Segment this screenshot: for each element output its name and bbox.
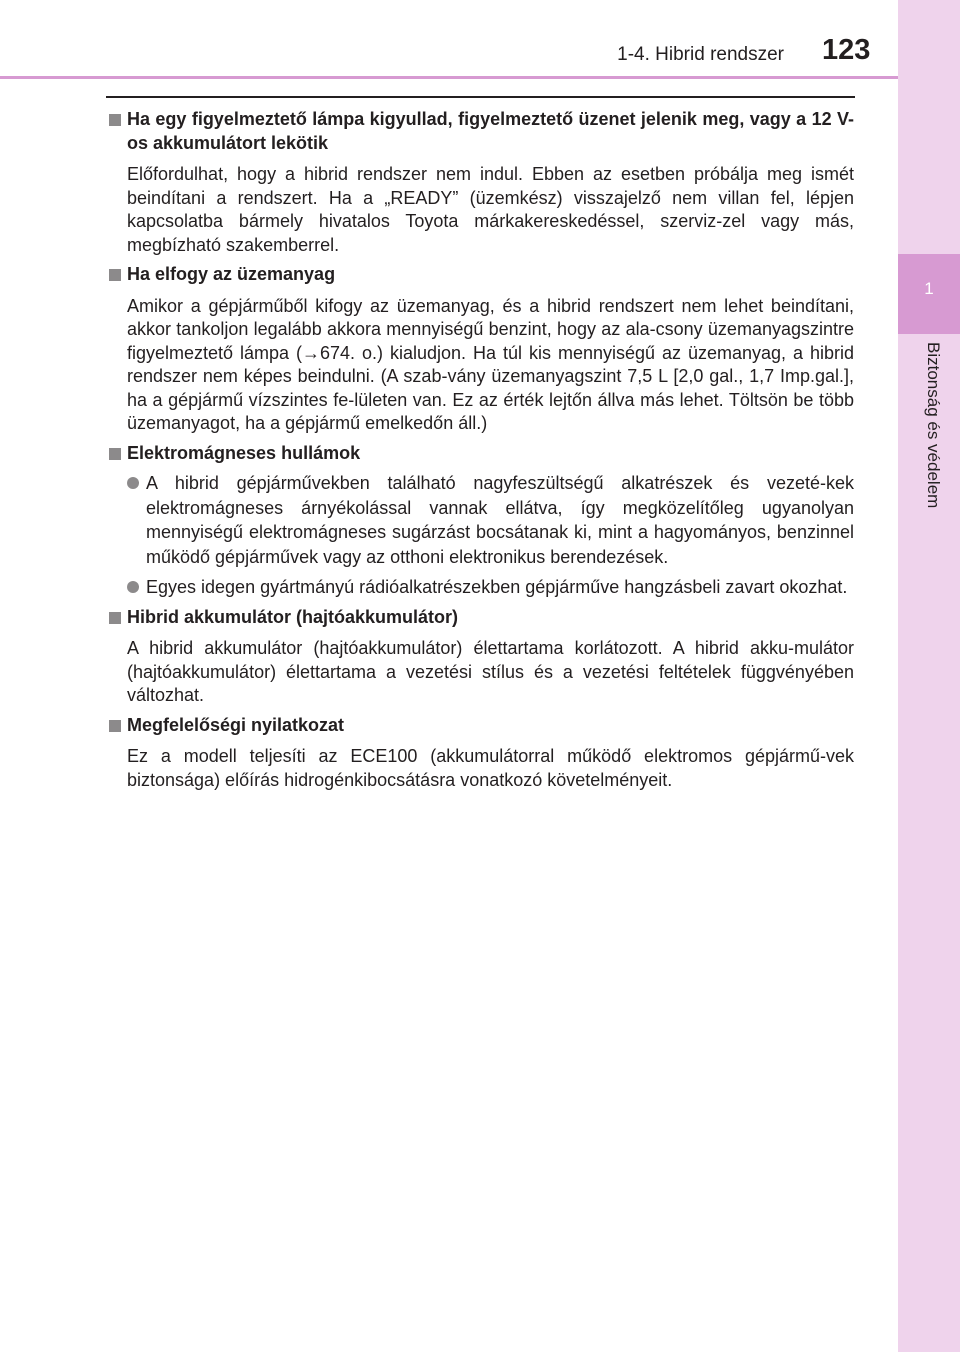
page-content bbox=[106, 108, 854, 798]
square-bullet-icon bbox=[109, 269, 121, 281]
section-heading-text: Ha egy figyelmeztető lámpa kigyullad, figyelmeztető üzenet jelenik meg, vagy a 12 V-os akkumulátort lekötik bbox=[127, 109, 854, 153]
section-paragraph: Előfordulhat, hogy a hibrid rendszer nem indul. Ebben az esetben próbálja meg ismét beindítani a rendszert. Ha a „READY” (üzemkész) visszajelző nem villan fel, lépjen kapcsolatba bármely hivatalos Toyota márkakereskedéssel, szerviz-zel vagy más, megbízható szakemberrel. bbox=[127, 164, 854, 255]
side-band bbox=[898, 0, 960, 1352]
section-heading-text: Megfelelőségi nyilatkozat bbox=[127, 714, 345, 735]
square-bullet-icon bbox=[109, 612, 121, 624]
section-heading-text: Hibrid akkumulátor (hajtóakkumulátor) bbox=[127, 606, 459, 627]
round-bullet-icon bbox=[127, 581, 139, 593]
content-top-rule bbox=[106, 96, 855, 98]
section-electromagnetic-waves bbox=[106, 442, 854, 600]
chapter-title: 1-4. Hibrid rendszer bbox=[617, 44, 784, 65]
section-heading-text: Ha elfogy az üzemanyag bbox=[127, 264, 336, 284]
section-heading bbox=[106, 442, 854, 466]
section-heading bbox=[106, 606, 854, 630]
square-bullet-icon bbox=[109, 448, 121, 460]
section-hybrid-battery bbox=[106, 606, 854, 708]
section-heading bbox=[106, 263, 854, 287]
round-bullet-icon bbox=[127, 477, 139, 489]
list-item bbox=[106, 575, 854, 600]
square-bullet-icon bbox=[109, 720, 121, 732]
section-warning-lamp bbox=[106, 108, 854, 257]
section-paragraph: Amikor a gépjárműből kifogy az üzemanyag, és a hibrid rendszert nem lehet beindítani, akkor tankoljon legalább akkora mennyiségű benzint, hogy az ala-csony üzemanyagszintre figyelmeztető lámpa (→674. o.) kialudjon. Ha túl kis mennyiségű az üzemanyag, a hibrid rendszer nem képes beindulni. (A szab-vány üzemanyagszint 7,5 L [2,0 gal., 1,7 Imp.gal.], ha a gépjármű vízszintes fe-lületen van. Ez az érték lejtőn állva más lehet. Töltsön be több üzemanyagot, ha a gépjármű emelkedőn áll.) bbox=[127, 295, 854, 433]
list-item-text: A hibrid gépjárművekben található nagyfeszültségű alkatrészek és vezeté-kek elektromágneses árnyékolással vannak ellátva, így megközelítőleg ugyanolyan mennyiségű elektromágneses sugárzást bocsátanak ki, mint a hagyományos, benzinnel működő gépjárművek vagy az otthoni elektronikus berendezések. bbox=[146, 473, 854, 567]
section-out-of-fuel bbox=[106, 263, 854, 436]
section-paragraph: A hibrid akkumulátor (hajtóakkumulátor) élettartama korlátozott. A hibrid akku-mulátor (hajtóakkumulátor) élettartama a vezetési stílus és a vezetési feltételek függvényében változhat. bbox=[127, 638, 854, 705]
section-heading bbox=[106, 108, 854, 155]
section-heading-text: Elektromágneses hullámok bbox=[127, 442, 361, 463]
square-bullet-icon bbox=[109, 114, 121, 126]
section-heading bbox=[106, 714, 854, 738]
header-rule bbox=[0, 76, 898, 79]
side-tab-title: Biztonság és védelem bbox=[924, 342, 943, 509]
side-tab-number: 1 bbox=[924, 279, 934, 298]
page-number: 123 bbox=[822, 34, 871, 66]
section-declaration-of-conformity bbox=[106, 714, 854, 793]
list-item-text: Egyes idegen gyártmányú rádióalkatrészekben gépjárműve hangzásbeli zavart okozhat. bbox=[146, 577, 848, 597]
list-item bbox=[106, 471, 854, 569]
section-paragraph: Ez a modell teljesíti az ECE100 (akkumulátorral működő elektromos gépjármű-vek biztonsága) előírás hidrogénkibocsátásra vonatkozó követelményeit. bbox=[127, 746, 854, 790]
